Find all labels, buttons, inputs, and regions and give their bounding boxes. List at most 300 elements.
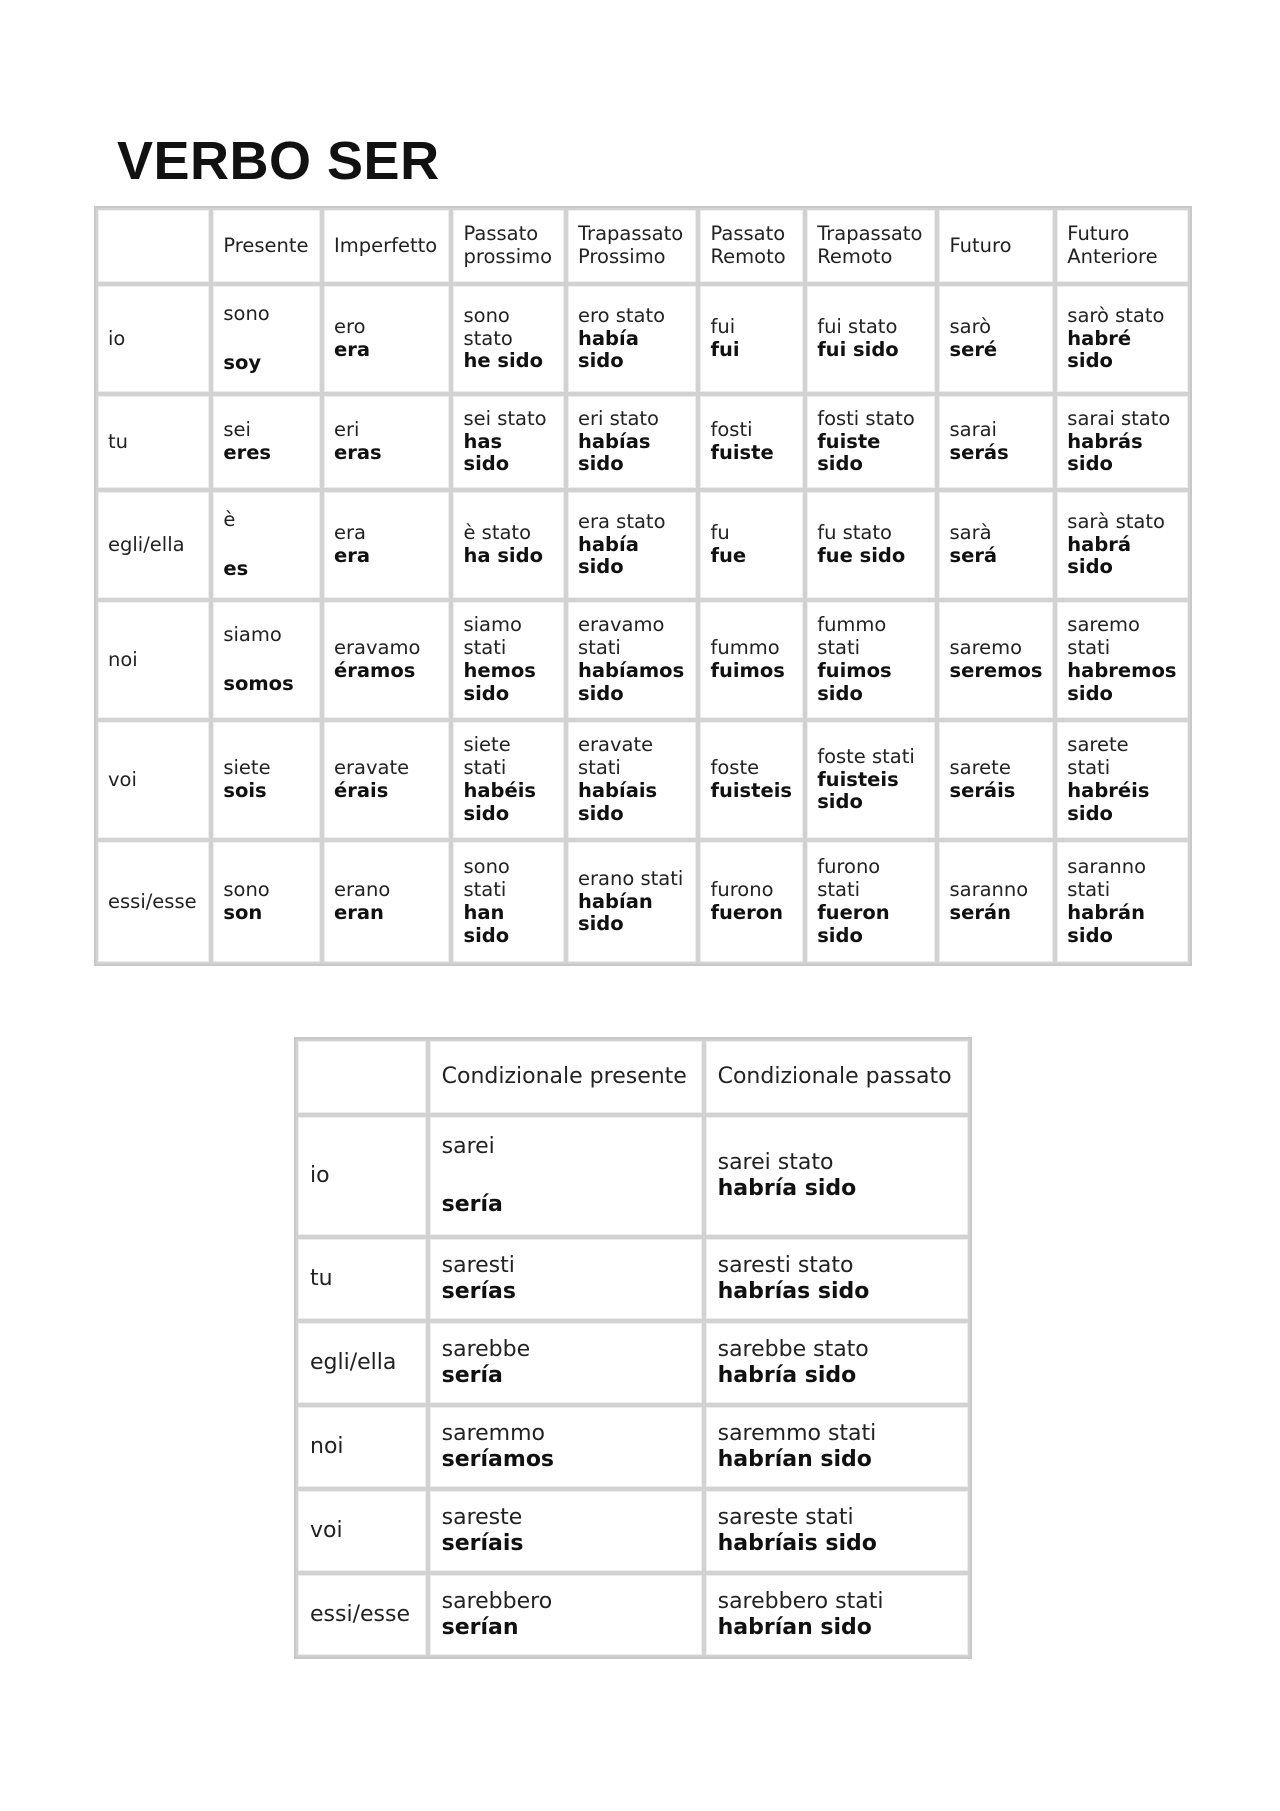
italian-form: sarò bbox=[949, 315, 992, 339]
italian-group bbox=[223, 509, 310, 532]
pronoun-cell: egli/ella bbox=[296, 1321, 428, 1405]
italian-form: saremo bbox=[949, 636, 1023, 660]
italian-form: stati bbox=[463, 756, 507, 780]
italian-form: era bbox=[334, 521, 366, 545]
spanish-form: sido bbox=[1067, 923, 1113, 947]
italian-group bbox=[718, 1505, 956, 1531]
spanish-group bbox=[578, 891, 686, 937]
header-text: Passato bbox=[710, 222, 786, 246]
italian-form: stati bbox=[578, 756, 621, 780]
spanish-group bbox=[442, 1447, 690, 1473]
conjugation-cell bbox=[566, 840, 698, 964]
header-text: Presente bbox=[223, 233, 309, 257]
spanish-group bbox=[578, 780, 686, 826]
spanish-form: habremos bbox=[1067, 659, 1177, 682]
spanish-form: fue sido bbox=[817, 544, 906, 567]
spanish-form: habíais bbox=[578, 779, 658, 802]
spanish-form: habrán bbox=[1067, 901, 1145, 924]
tense-header bbox=[566, 208, 698, 284]
conjugation-cell bbox=[451, 490, 566, 600]
spanish-form: fuiste bbox=[817, 429, 881, 453]
italian-group bbox=[578, 734, 686, 780]
spanish-form: habrá bbox=[1067, 532, 1132, 556]
spanish-form: seríamos bbox=[441, 1447, 555, 1472]
conjugation-cell bbox=[704, 1321, 970, 1405]
italian-group bbox=[442, 1421, 690, 1447]
conjugation-cell bbox=[805, 840, 937, 964]
italian-group bbox=[463, 856, 554, 902]
italian-group bbox=[442, 1253, 690, 1279]
spanish-group bbox=[817, 769, 925, 815]
tense-header bbox=[322, 208, 451, 284]
italian-form: sarebbero bbox=[441, 1589, 553, 1615]
spanish-group bbox=[1067, 534, 1178, 580]
spanish-group bbox=[817, 431, 925, 477]
italian-form: stati bbox=[463, 636, 507, 660]
spanish-form: has bbox=[463, 429, 503, 453]
conjugation-cell bbox=[428, 1237, 704, 1321]
conjugation-cell bbox=[698, 394, 805, 490]
italian-group bbox=[334, 879, 439, 902]
conjugation-cell bbox=[428, 1573, 704, 1657]
italian-form: saranno bbox=[949, 878, 1029, 902]
table-row bbox=[96, 284, 1190, 394]
table-row bbox=[296, 1321, 970, 1405]
conjugation-cell bbox=[322, 490, 451, 600]
italian-form: saresti bbox=[441, 1253, 515, 1279]
spanish-group bbox=[334, 780, 439, 803]
spanish-form: fui sido bbox=[817, 338, 899, 361]
conjugation-cell bbox=[698, 720, 805, 840]
header-text: Futuro bbox=[949, 233, 1012, 257]
pronoun-cell: egli/ella bbox=[96, 490, 211, 600]
pronoun-cell: noi bbox=[296, 1405, 428, 1489]
italian-form: era stato bbox=[578, 509, 666, 533]
italian-group bbox=[710, 316, 793, 339]
spanish-form: serán bbox=[949, 901, 1011, 924]
spanish-group bbox=[442, 1531, 690, 1557]
italian-group bbox=[442, 1505, 690, 1531]
pronoun-cell: essi/esse bbox=[96, 840, 211, 964]
spanish-form: sido bbox=[1067, 349, 1113, 373]
spanish-form: serías bbox=[441, 1279, 516, 1304]
spanish-form: he sido bbox=[463, 349, 544, 373]
italian-group bbox=[949, 316, 1043, 339]
italian-group bbox=[334, 522, 439, 545]
table-row bbox=[296, 1405, 970, 1489]
table-row bbox=[296, 1237, 970, 1321]
conjugation-cell bbox=[698, 600, 805, 720]
conjugation-cell bbox=[704, 1115, 970, 1237]
italian-form: stato bbox=[463, 326, 513, 350]
conjugation-cell bbox=[566, 720, 698, 840]
conjugation-cell bbox=[451, 600, 566, 720]
italian-form: sarebbe bbox=[441, 1337, 531, 1363]
italian-form: siete bbox=[223, 756, 271, 780]
italian-form: furono bbox=[710, 878, 774, 902]
spanish-form: sido bbox=[578, 801, 624, 825]
italian-form: stati bbox=[1067, 878, 1111, 902]
spanish-group bbox=[710, 442, 793, 465]
spanish-form: sido bbox=[1067, 681, 1113, 705]
italian-form: fosti bbox=[710, 418, 753, 442]
spanish-form: eras bbox=[334, 441, 382, 464]
italian-form: fu bbox=[710, 521, 730, 545]
spanish-form: habría sido bbox=[717, 1176, 857, 1201]
header-text: Trapassato bbox=[578, 222, 684, 246]
tense-header bbox=[1055, 208, 1190, 284]
spanish-form: sido bbox=[463, 681, 510, 705]
pronoun-cell: essi/esse bbox=[296, 1573, 428, 1657]
conjugation-cell bbox=[322, 720, 451, 840]
spanish-group bbox=[710, 780, 793, 803]
spanish-form: habíamos bbox=[578, 659, 685, 682]
spanish-form: fuimos bbox=[710, 659, 785, 682]
spanish-form: serás bbox=[949, 441, 1009, 464]
conjugation-cell bbox=[937, 600, 1055, 720]
italian-form: fummo bbox=[817, 613, 887, 637]
spanish-form: son bbox=[223, 901, 263, 924]
spanish-group bbox=[463, 902, 554, 948]
header-text: Condizionale passato bbox=[717, 1064, 952, 1090]
spanish-form: fue bbox=[710, 544, 747, 567]
conjugation-cell bbox=[1055, 394, 1190, 490]
page-title: VERBO SER bbox=[117, 131, 440, 191]
spanish-form: habría sido bbox=[717, 1363, 857, 1388]
table-row bbox=[96, 840, 1190, 964]
table-row bbox=[296, 1573, 970, 1657]
italian-group bbox=[718, 1421, 956, 1447]
spanish-group bbox=[442, 1363, 690, 1389]
spanish-group bbox=[710, 660, 793, 683]
spanish-group bbox=[442, 1615, 690, 1641]
conjugation-cell bbox=[704, 1489, 970, 1573]
tense-header bbox=[428, 1039, 704, 1115]
spanish-form: habrás bbox=[1067, 429, 1143, 453]
header-text: Remoto bbox=[710, 245, 786, 268]
italian-form: ero bbox=[334, 315, 366, 339]
italian-group bbox=[463, 734, 554, 780]
spanish-form: sido bbox=[578, 912, 624, 936]
italian-group bbox=[463, 614, 554, 660]
tense-header bbox=[451, 208, 566, 284]
italian-group bbox=[949, 879, 1043, 902]
conjugation-cell bbox=[566, 600, 698, 720]
conjugation-cell bbox=[704, 1573, 970, 1657]
spanish-group bbox=[949, 545, 1043, 568]
pronoun-cell: io bbox=[96, 284, 211, 394]
header-text: Imperfetto bbox=[334, 233, 438, 257]
spanish-form: sido bbox=[463, 801, 510, 825]
spanish-form: serían bbox=[441, 1615, 519, 1640]
italian-form: foste bbox=[710, 756, 760, 780]
spanish-form: sido bbox=[1067, 801, 1113, 825]
conjugation-cell bbox=[805, 600, 937, 720]
italian-form: sarai bbox=[949, 418, 997, 442]
pronoun-cell: tu bbox=[96, 394, 211, 490]
italian-form: eravamo bbox=[334, 636, 421, 660]
spanish-form: era bbox=[334, 338, 371, 361]
italian-group bbox=[949, 522, 1043, 545]
conjugation-cell bbox=[322, 394, 451, 490]
spanish-group bbox=[578, 328, 686, 374]
spanish-form: era bbox=[334, 544, 371, 567]
spanish-group bbox=[817, 545, 925, 568]
tense-header bbox=[805, 208, 937, 284]
conjugation-cell bbox=[211, 600, 322, 720]
conjugation-cell bbox=[211, 720, 322, 840]
spanish-form: habías bbox=[578, 429, 651, 453]
spanish-group bbox=[223, 558, 310, 581]
spanish-form: fuiste bbox=[710, 441, 774, 464]
spanish-group bbox=[949, 339, 1043, 362]
italian-group bbox=[334, 316, 439, 339]
spanish-group bbox=[949, 442, 1043, 465]
italian-group bbox=[1067, 856, 1178, 902]
spanish-form: habréis bbox=[1067, 779, 1150, 802]
italian-group bbox=[817, 522, 925, 545]
conjugation-cell bbox=[698, 284, 805, 394]
spanish-form: sido bbox=[1067, 555, 1113, 579]
italian-form: sarebbero stati bbox=[717, 1589, 884, 1615]
italian-form: siete bbox=[463, 733, 511, 757]
spanish-form: fui bbox=[710, 338, 740, 361]
italian-form: sarai stato bbox=[1067, 406, 1171, 430]
spanish-group bbox=[718, 1279, 956, 1305]
italian-form: sareste bbox=[441, 1505, 523, 1531]
italian-group bbox=[578, 511, 686, 534]
spanish-form: sería bbox=[441, 1363, 503, 1388]
spanish-form: sido bbox=[463, 923, 510, 947]
header-text: Condizionale presente bbox=[441, 1064, 687, 1090]
italian-form: sono bbox=[223, 302, 270, 325]
tense-header bbox=[704, 1039, 970, 1115]
conjugation-cell bbox=[1055, 840, 1190, 964]
italian-form: saremo bbox=[1067, 613, 1140, 637]
italian-group bbox=[1067, 734, 1178, 780]
spanish-group bbox=[817, 660, 925, 706]
spanish-form: sido bbox=[1067, 452, 1113, 476]
conjugation-cell bbox=[451, 840, 566, 964]
italian-form: saranno bbox=[1067, 855, 1147, 879]
spanish-group bbox=[442, 1279, 690, 1305]
pronoun-cell: tu bbox=[296, 1237, 428, 1321]
italian-group bbox=[718, 1253, 956, 1279]
italian-form: erano bbox=[334, 878, 391, 902]
spanish-group bbox=[463, 431, 554, 477]
split-cell bbox=[223, 299, 310, 379]
italian-group bbox=[1067, 305, 1178, 328]
conjugation-cell bbox=[1055, 284, 1190, 394]
italian-group bbox=[710, 522, 793, 545]
table-row bbox=[296, 1489, 970, 1573]
conjugation-cell bbox=[805, 720, 937, 840]
italian-form: stati bbox=[817, 636, 861, 660]
italian-group bbox=[223, 419, 310, 442]
corner-cell bbox=[96, 208, 211, 284]
split-cell bbox=[223, 620, 310, 700]
italian-form: fui bbox=[710, 315, 736, 339]
spanish-group bbox=[223, 442, 310, 465]
italian-group bbox=[949, 637, 1043, 660]
spanish-form: había bbox=[578, 532, 639, 556]
italian-form: saremmo stati bbox=[717, 1421, 877, 1447]
header-text: Passato bbox=[463, 222, 539, 246]
table-row bbox=[96, 720, 1190, 840]
spanish-group bbox=[334, 902, 439, 925]
spanish-form: sido bbox=[578, 349, 624, 373]
pronoun-cell: voi bbox=[96, 720, 211, 840]
italian-form: sarò stato bbox=[1067, 303, 1165, 327]
spanish-group bbox=[463, 780, 554, 826]
spanish-group bbox=[334, 442, 439, 465]
italian-form: eravate bbox=[578, 733, 654, 757]
conditional-table bbox=[294, 1037, 972, 1659]
spanish-form: sido bbox=[817, 452, 863, 476]
conjugation-cell bbox=[698, 840, 805, 964]
italian-group bbox=[710, 879, 793, 902]
italian-form: ero stato bbox=[578, 303, 666, 327]
spanish-form: seré bbox=[949, 338, 998, 361]
conjugation-cell bbox=[428, 1321, 704, 1405]
italian-group bbox=[1067, 511, 1178, 534]
italian-form: eravamo bbox=[578, 613, 665, 637]
italian-form: stati bbox=[1067, 756, 1111, 780]
conjugation-cell bbox=[704, 1237, 970, 1321]
pronoun-cell: noi bbox=[96, 600, 211, 720]
conjugation-cell bbox=[805, 394, 937, 490]
italian-form: è stato bbox=[463, 521, 532, 545]
italian-group bbox=[817, 746, 925, 769]
italian-form: stati bbox=[817, 878, 861, 902]
spanish-group bbox=[578, 660, 686, 706]
spanish-form: habrían sido bbox=[717, 1447, 872, 1472]
spanish-group bbox=[718, 1447, 956, 1473]
italian-form: sarei stato bbox=[717, 1150, 834, 1176]
italian-group bbox=[949, 419, 1043, 442]
conjugation-cell bbox=[566, 490, 698, 600]
spanish-form: habríais sido bbox=[717, 1531, 877, 1556]
table-row bbox=[96, 600, 1190, 720]
spanish-group bbox=[710, 545, 793, 568]
italian-form: eri bbox=[334, 418, 360, 442]
conjugation-table bbox=[94, 206, 1192, 966]
spanish-form: fuimos bbox=[817, 659, 892, 682]
pronoun-cell: io bbox=[296, 1115, 428, 1237]
spanish-form: fuisteis bbox=[817, 767, 899, 791]
spanish-form: eran bbox=[334, 901, 384, 924]
conjugation-cell bbox=[805, 284, 937, 394]
spanish-form: sido bbox=[578, 681, 624, 705]
italian-group bbox=[463, 305, 554, 351]
italian-form: saremmo bbox=[441, 1421, 546, 1447]
spanish-form: habían bbox=[578, 889, 653, 913]
spanish-form: fueron bbox=[817, 901, 890, 924]
italian-form: fosti stato bbox=[817, 406, 915, 430]
spanish-group bbox=[710, 902, 793, 925]
italian-group bbox=[817, 408, 925, 431]
italian-form: sei stato bbox=[463, 406, 547, 430]
spanish-form: habrían sido bbox=[717, 1615, 872, 1640]
header-text: Futuro bbox=[1067, 222, 1130, 246]
conjugation-cell bbox=[566, 394, 698, 490]
spanish-form: hemos bbox=[463, 659, 536, 682]
italian-group bbox=[710, 419, 793, 442]
spanish-form: sido bbox=[817, 923, 863, 947]
conjugation-cell bbox=[805, 490, 937, 600]
spanish-group bbox=[949, 660, 1043, 683]
conjugation-cell bbox=[211, 840, 322, 964]
conjugation-cell bbox=[1055, 720, 1190, 840]
spanish-form: seremos bbox=[949, 659, 1043, 682]
italian-form: erano stati bbox=[578, 866, 684, 890]
italian-group bbox=[1067, 614, 1178, 660]
conjugation-cell bbox=[211, 490, 322, 600]
spanish-form: fueron bbox=[710, 901, 783, 924]
italian-group bbox=[463, 522, 554, 545]
header-text: Trapassato bbox=[817, 222, 923, 246]
spanish-form: sido bbox=[817, 681, 863, 705]
spanish-form: había bbox=[578, 326, 639, 350]
tense-header bbox=[937, 208, 1055, 284]
italian-form: foste stati bbox=[817, 744, 915, 768]
italian-form: sarete bbox=[949, 756, 1011, 780]
italian-group bbox=[718, 1589, 956, 1615]
spanish-group bbox=[463, 350, 554, 373]
italian-form: fui stato bbox=[817, 315, 898, 339]
italian-form: è bbox=[223, 508, 236, 531]
italian-form: siamo bbox=[223, 623, 282, 646]
spanish-form: éramos bbox=[334, 659, 416, 682]
spanish-form: seríais bbox=[441, 1531, 524, 1556]
spanish-group bbox=[949, 902, 1043, 925]
italian-group bbox=[334, 637, 439, 660]
italian-form: saresti stato bbox=[717, 1253, 854, 1279]
italian-form: sono bbox=[223, 878, 270, 902]
conjugation-cell bbox=[1055, 490, 1190, 600]
table-row bbox=[296, 1115, 970, 1237]
spanish-form: eres bbox=[223, 441, 272, 464]
header-text: Prossimo bbox=[578, 245, 666, 268]
spanish-group bbox=[578, 431, 686, 477]
italian-group bbox=[223, 757, 310, 780]
split-cell bbox=[223, 505, 310, 585]
italian-group bbox=[334, 757, 439, 780]
italian-form: sono bbox=[463, 303, 510, 327]
conjugation-cell bbox=[704, 1405, 970, 1489]
italian-form: stati bbox=[463, 878, 507, 902]
italian-form: sarete bbox=[1067, 733, 1129, 757]
table-row bbox=[96, 394, 1190, 490]
italian-form: sarà bbox=[949, 521, 992, 545]
italian-group bbox=[578, 614, 686, 660]
italian-group bbox=[578, 868, 686, 891]
spanish-group bbox=[949, 780, 1043, 803]
italian-group bbox=[442, 1589, 690, 1615]
spanish-group bbox=[718, 1531, 956, 1557]
conjugation-cell bbox=[937, 490, 1055, 600]
spanish-form: sido bbox=[578, 555, 624, 579]
italian-group bbox=[718, 1337, 956, 1363]
spanish-group bbox=[718, 1363, 956, 1389]
spanish-form: es bbox=[223, 557, 249, 581]
italian-group bbox=[334, 419, 439, 442]
spanish-form: fuisteis bbox=[710, 779, 792, 802]
italian-form: stati bbox=[1067, 636, 1111, 660]
spanish-group bbox=[817, 902, 925, 948]
spanish-form: sois bbox=[223, 779, 267, 802]
spanish-group bbox=[1067, 660, 1178, 706]
